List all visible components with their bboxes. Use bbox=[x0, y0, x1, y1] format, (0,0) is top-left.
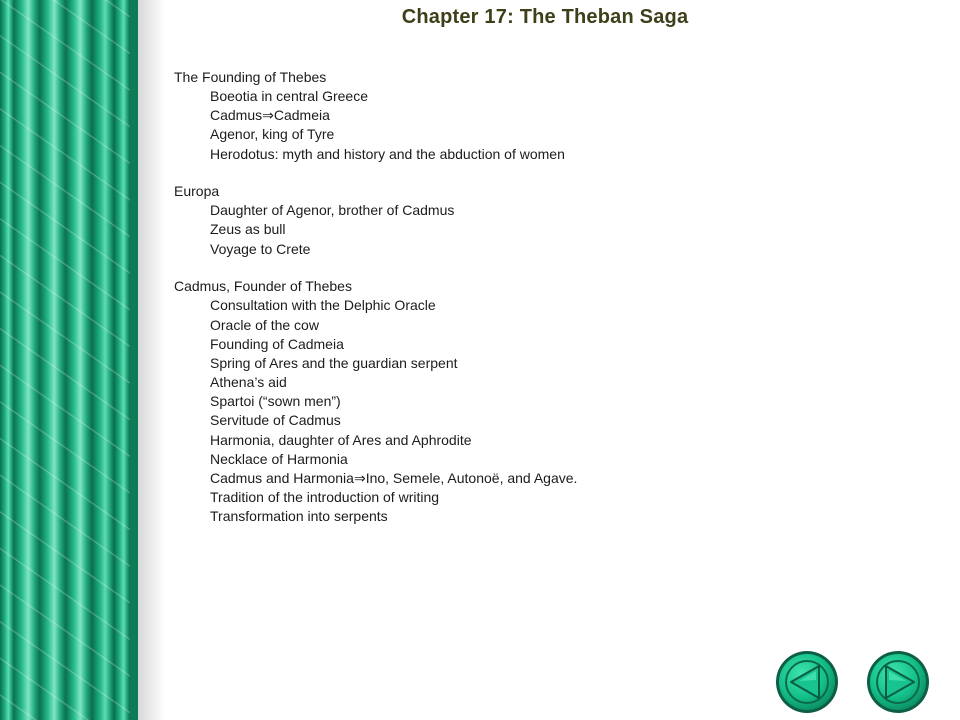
list-item: Cadmus⇒Cadmeia bbox=[210, 107, 330, 124]
list-item: Athena’s aid bbox=[210, 374, 287, 391]
page-title: Chapter 17: The Theban Saga bbox=[401, 6, 689, 28]
list-item: Voyage to Crete bbox=[210, 240, 311, 257]
outline bbox=[174, 68, 694, 545]
list-item: Founding of Cadmeia bbox=[210, 335, 344, 352]
list-item: Spartoi (“sown men”) bbox=[210, 393, 341, 410]
triangle-right-icon bbox=[866, 650, 930, 714]
list-item: Herodotus: myth and history and the abduction of women bbox=[210, 145, 565, 162]
decorative-side-band bbox=[0, 0, 165, 720]
section-europa bbox=[174, 182, 694, 259]
next-slide-button[interactable] bbox=[866, 650, 930, 714]
list-item: Harmonia, daughter of Ares and Aphrodite bbox=[210, 431, 472, 448]
list-item: Necklace of Harmonia bbox=[210, 450, 348, 467]
list-item: Transformation into serpents bbox=[210, 508, 388, 525]
list-item: Agenor, king of Tyre bbox=[210, 126, 335, 143]
list-item: Spring of Ares and the guardian serpent bbox=[210, 354, 458, 371]
list-item: Daughter of Agenor, brother of Cadmus bbox=[210, 202, 455, 219]
list-item: Cadmus and Harmonia⇒Ino, Semele, Autonoë, and Agave. bbox=[210, 470, 578, 486]
list-item: Consultation with the Delphic Oracle bbox=[210, 297, 436, 314]
list-item: Servitude of Cadmus bbox=[210, 412, 341, 429]
list-item: Tradition of the introduction of writing bbox=[210, 489, 440, 506]
section-cadmus-founder-of-thebes bbox=[174, 277, 694, 526]
section-heading: Europa bbox=[174, 183, 220, 200]
list-item: Oracle of the cow bbox=[210, 316, 319, 333]
section-heading: Cadmus, Founder of Thebes bbox=[174, 278, 352, 295]
list-item: Zeus as bull bbox=[210, 221, 286, 238]
list-item: Boeotia in central Greece bbox=[210, 88, 368, 104]
section-heading: The Founding of Thebes bbox=[174, 69, 327, 85]
triangle-left-icon bbox=[775, 650, 839, 714]
previous-slide-button[interactable] bbox=[775, 650, 839, 714]
section-founding-of-thebes bbox=[174, 68, 694, 164]
